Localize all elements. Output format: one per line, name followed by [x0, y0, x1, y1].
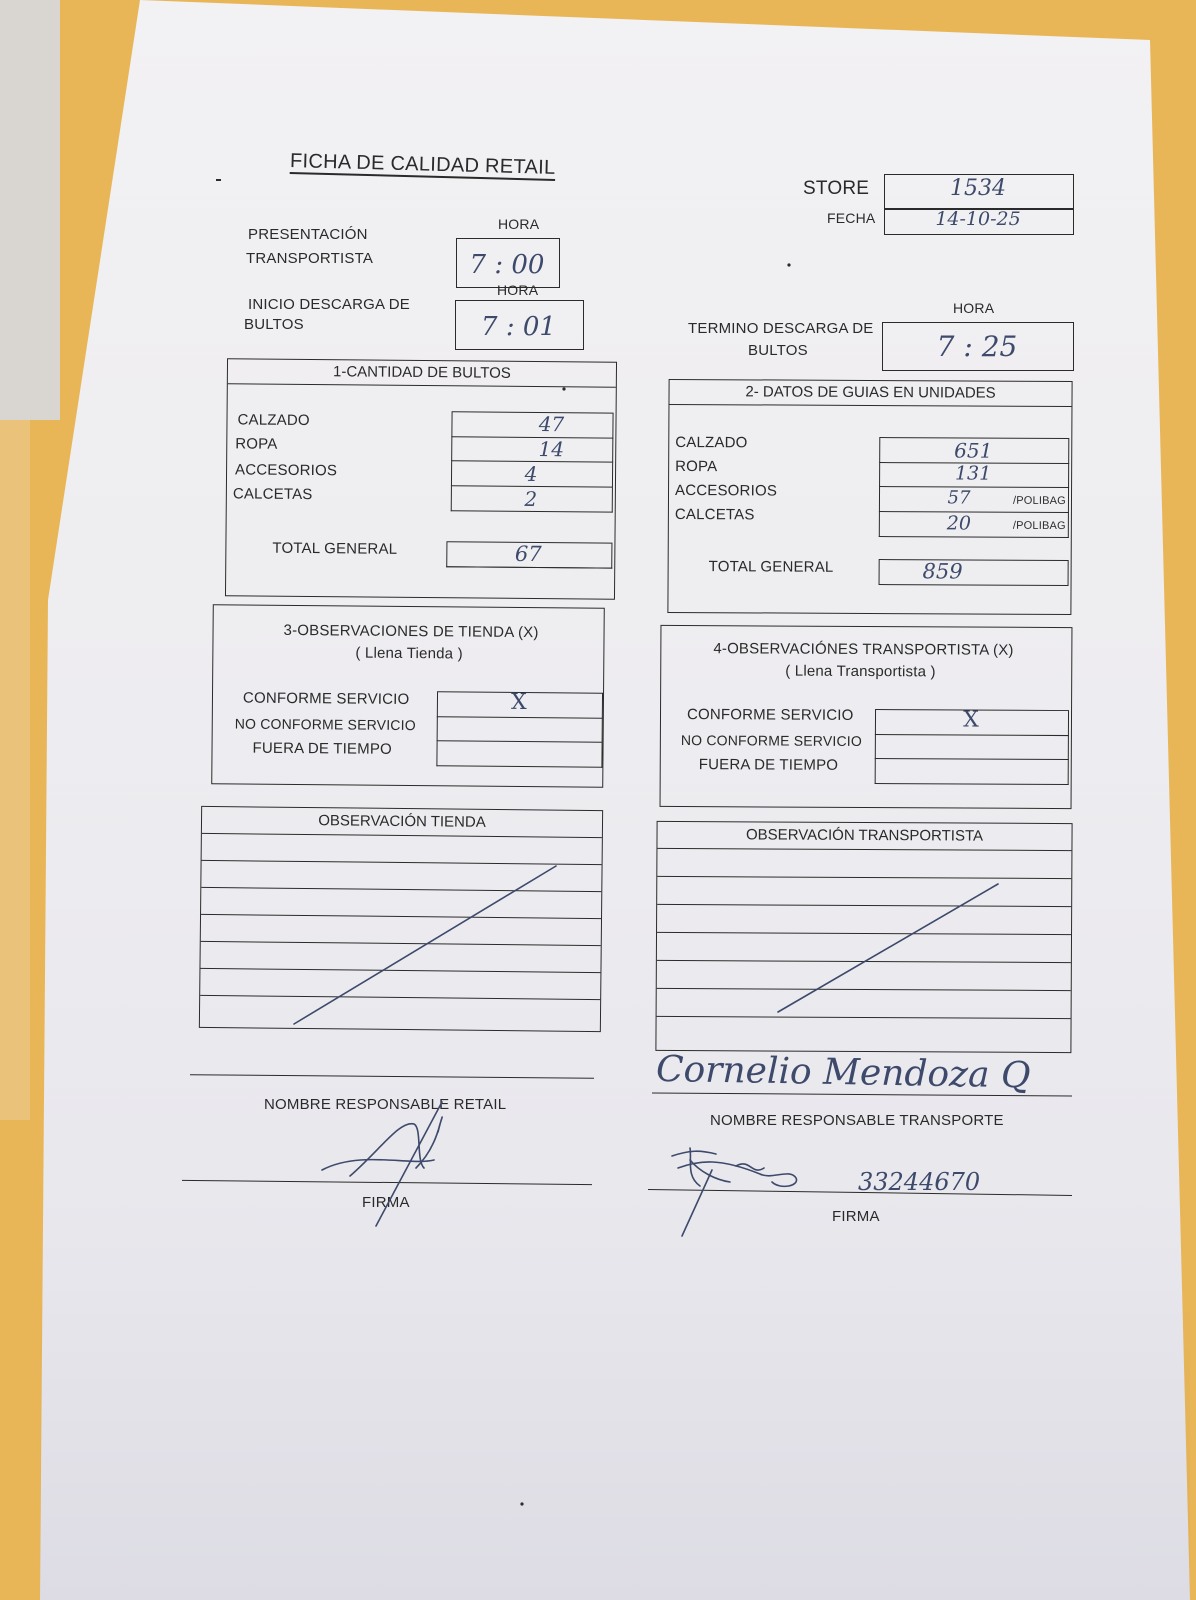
transporte-name-label: NOMBRE RESPONSABLE TRANSPORTE [710, 1112, 1004, 1129]
inicio-label-1: INICIO DESCARGA DE [248, 296, 410, 313]
presentacion-label-1: PRESENTACIÓN [248, 226, 368, 243]
transporte-name-value: Cornelio Mendoza Q [655, 1048, 1031, 1097]
guias-value: 20 [946, 512, 972, 535]
obs-transportista-row-label: NO CONFORME SERVICIO [680, 732, 863, 749]
obs-tienda-row-label: FUERA DE TIEMPO [252, 739, 393, 758]
envelope-edge [0, 420, 30, 1120]
note-line [657, 932, 1071, 935]
guias-title: 2- DATOS DE GUIAS EN UNIDADES [669, 380, 1071, 407]
bultos-row-label: ACCESORIOS [234, 461, 338, 480]
inicio-hora-value: 7 : 01 [481, 312, 556, 342]
bultos-title: 1-CANTIDAD DE BULTOS [228, 359, 616, 387]
presentacion-hora-value: 7 : 00 [469, 250, 545, 280]
note-line [657, 876, 1071, 879]
guias-unit: /POLIBAG [1012, 519, 1066, 533]
termino-label-1: TERMINO DESCARGA DE [688, 320, 874, 337]
obs-tienda-row-label: NO CONFORME SERVICIO [234, 715, 416, 734]
obs-tienda-notes-title: OBSERVACIÓN TIENDA [202, 807, 602, 838]
transporte-id-value: 33244670 [858, 1168, 981, 1196]
transporte-firma-label: FIRMA [832, 1208, 880, 1225]
bultos-value: 47 [538, 412, 565, 437]
retail-name-label: NOMBRE RESPONSABLE RETAIL [264, 1096, 507, 1113]
presentacion-label-2: TRANSPORTISTA [246, 250, 374, 267]
bultos-value: 2 [524, 486, 538, 512]
guias-value: 651 [954, 438, 993, 463]
obs-transportista-mark: X [963, 707, 979, 733]
obs-transportista-subtitle: ( Llena Transportista ) [785, 662, 936, 681]
note-line [201, 941, 601, 946]
note-line [657, 1016, 1071, 1019]
fecha-value: 14-10-25 [935, 208, 1021, 230]
note-line [657, 904, 1071, 907]
guias-section [667, 379, 1072, 615]
guias-row-label: ROPA [675, 457, 718, 476]
guias-row-label: ACCESORIOS [674, 481, 778, 500]
obs-transportista-section [660, 625, 1073, 809]
guias-row-label: CALCETAS [674, 505, 755, 524]
bultos-row-label: CALZADO [237, 411, 310, 430]
bultos-total-underline [446, 566, 612, 568]
guias-unit: /POLIBAG [1012, 494, 1066, 508]
guias-total-label: TOTAL GENERAL [708, 558, 834, 576]
bultos-value: 14 [538, 437, 565, 462]
obs-transportista-notes-box[interactable] [655, 821, 1072, 1053]
hora-label-1: HORA [498, 216, 540, 232]
obs-tienda-mark: X [510, 689, 527, 716]
hora-label-3: HORA [953, 300, 995, 316]
note-line [201, 914, 601, 919]
note-line [657, 960, 1071, 963]
note-line [201, 887, 601, 892]
guias-value: 131 [954, 462, 992, 485]
fecha-label: FECHA [827, 210, 876, 226]
obs-tienda-notes-box[interactable] [199, 806, 603, 1032]
obs-tienda-subtitle: ( Llena Tienda ) [355, 644, 463, 663]
retail-firma-label: FIRMA [362, 1194, 410, 1211]
bultos-total-label: TOTAL GENERAL [272, 539, 398, 558]
obs-tienda-cell[interactable] [436, 741, 602, 767]
termino-hora-value: 7 : 25 [936, 330, 1018, 363]
note-line [202, 860, 602, 865]
note-line [200, 995, 600, 1000]
guias-row-label: CALZADO [675, 433, 748, 452]
background-surface [0, 0, 60, 420]
obs-transportista-title: 4-OBSERVACIÓNES TRANSPORTISTA (X) [713, 640, 1014, 659]
inicio-label-2: BULTOS [244, 316, 304, 333]
obs-transportista-notes-title: OBSERVACIÓN TRANSPORTISTA [657, 822, 1071, 851]
store-label: STORE [803, 178, 870, 199]
obs-transportista-row-label: CONFORME SERVICIO [686, 706, 854, 724]
store-value: 1534 [950, 176, 1006, 201]
bultos-total-value: 67 [514, 541, 542, 567]
obs-transportista-cell[interactable] [875, 759, 1069, 785]
form-title: FICHA DE CALIDAD RETAIL [289, 150, 556, 179]
note-line [657, 988, 1071, 991]
obs-tienda-row-label: CONFORME SERVICIO [242, 689, 410, 709]
bultos-row-label: ROPA [235, 435, 278, 453]
termino-label-2: BULTOS [748, 342, 808, 359]
obs-tienda-cell[interactable] [437, 716, 603, 742]
bultos-value: 4 [524, 461, 538, 487]
bultos-row-label: CALCETAS [232, 485, 313, 504]
obs-transportista-row-label: FUERA DE TIEMPO [698, 756, 839, 774]
guias-total-value: 859 [922, 559, 963, 584]
guias-value: 57 [947, 487, 971, 509]
obs-tienda-title: 3-OBSERVACIONES DE TIENDA (X) [283, 621, 539, 642]
hora-label-2: HORA [497, 282, 539, 298]
note-line [200, 968, 600, 973]
obs-tienda-section [211, 604, 605, 787]
obs-transportista-cell[interactable] [875, 734, 1069, 760]
page-shadow [40, 1230, 1190, 1600]
bultos-section [225, 358, 617, 599]
